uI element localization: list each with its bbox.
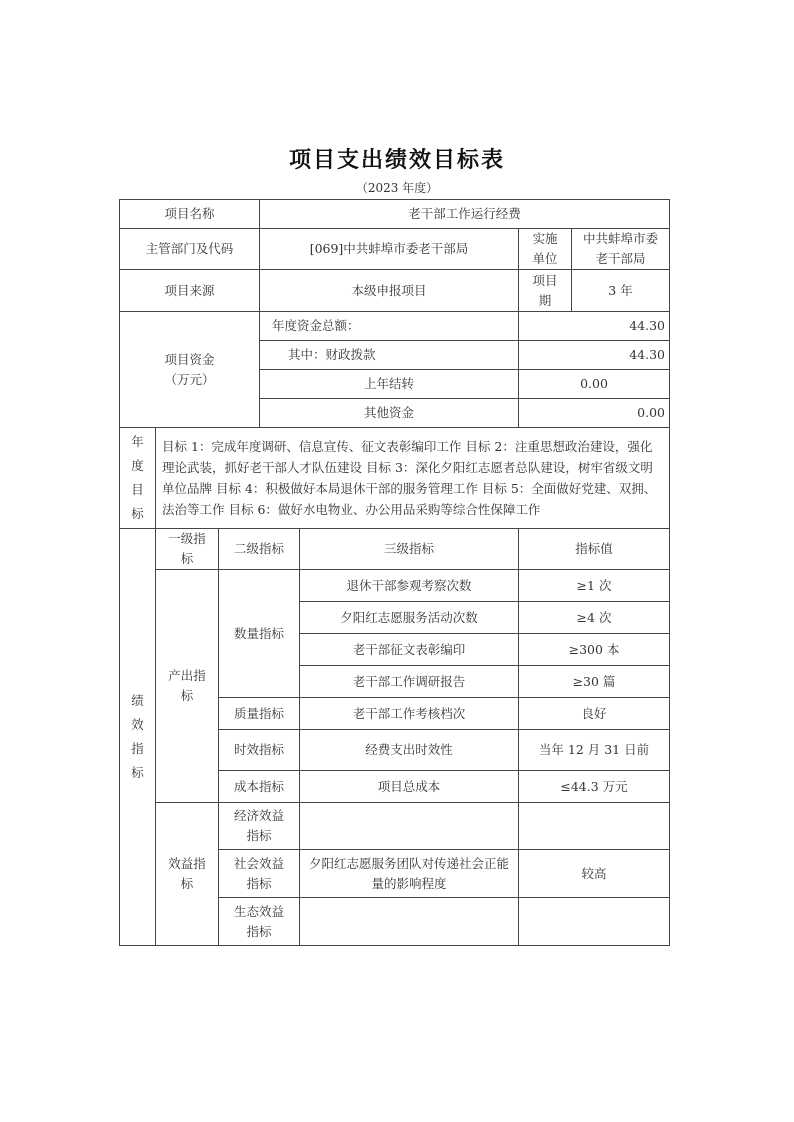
project-name-value: 老干部工作运行经费 — [260, 200, 670, 229]
indicator-row — [120, 570, 670, 602]
indicator-value: ≥4 次 — [519, 602, 670, 634]
indicator-name: 项目总成本 — [300, 771, 519, 803]
indicator-name: 经费支出时效性 — [300, 730, 519, 771]
funding-item-value: 0.00 — [519, 399, 670, 428]
project-name-label: 项目名称 — [120, 200, 260, 229]
department-value: [069]中共蚌埠市委老干部局 — [260, 229, 519, 270]
funding-item-value: 0.00 — [519, 370, 670, 399]
indicator-name: 老干部征文表彰编印 — [300, 634, 519, 666]
department-label: 主管部门及代码 — [120, 229, 260, 270]
indicator-value: ≤44.3 万元 — [519, 771, 670, 803]
indicator-name: 夕阳红志愿服务活动次数 — [300, 602, 519, 634]
row-funding-total — [120, 312, 670, 341]
annual-goal-text: 目标 1：完成年度调研、信息宣传、征文表彰编印工作 目标 2：注重思想政治建设，强化理论武装，抓好老干部人才队伍建设 目标 3：深化夕阳红志愿者总队建设，树牢省级文明单位品牌 目标 4：积极做好本局退休干部的服务管理工作 目标 5：全面做好党建、双拥、法治等工作 目标 6：做好水电物业、办公用品采购等综合性保障工作 — [156, 428, 670, 529]
timeliness-indicator-label: 时效指标 — [219, 730, 300, 771]
row-indicator-headers — [120, 529, 670, 570]
funding-label: 项目资金 — [164, 351, 215, 367]
indicator-value — [519, 898, 670, 946]
indicator-value: 良好 — [519, 698, 670, 730]
header-level3: 三级指标 — [300, 529, 519, 570]
benefit-indicator-label: 效益指标 — [156, 803, 219, 946]
indicator-value: 较高 — [519, 850, 670, 898]
project-source-label: 项目来源 — [120, 270, 260, 312]
funding-item-value: 44.30 — [519, 312, 670, 341]
header-level1: 一级指标 — [156, 529, 219, 570]
indicator-name: 老干部工作调研报告 — [300, 666, 519, 698]
row-project-name — [120, 200, 670, 229]
output-indicator-label: 产出指标 — [156, 570, 219, 803]
page-title: 项目支出绩效目标表 — [288, 148, 505, 173]
social-indicator-label: 社会效益指标 — [219, 850, 300, 898]
quality-indicator-label: 质量指标 — [219, 698, 300, 730]
project-source-value: 本级申报项目 — [260, 270, 519, 312]
performance-target-table — [119, 199, 670, 946]
indicator-value: ≥1 次 — [519, 570, 670, 602]
annual-goal-label: 年度目标 — [120, 428, 156, 529]
project-period-label: 项目期 — [519, 270, 572, 312]
indicator-value: ≥300 本 — [519, 634, 670, 666]
row-project-source — [120, 270, 670, 312]
implementing-unit-label: 实施单位 — [519, 229, 572, 270]
economic-indicator-label: 经济效益指标 — [219, 803, 300, 850]
row-department — [120, 229, 670, 270]
indicator-row — [120, 803, 670, 850]
header-level2: 二级指标 — [219, 529, 300, 570]
project-period-value: 3 年 — [572, 270, 670, 312]
funding-item-label: 上年结转 — [260, 370, 519, 399]
fiscal-year-subtitle: （2023 年度） — [355, 181, 439, 195]
indicator-name: 夕阳红志愿服务团队对传递社会正能量的影响程度 — [300, 850, 519, 898]
row-annual-goal — [120, 428, 670, 529]
funding-item-label: 其他资金 — [260, 399, 519, 428]
funding-item-label: 其中：财政拨款 — [260, 341, 519, 370]
indicator-value: 当年 12 月 31 日前 — [519, 730, 670, 771]
funding-unit: （万元） — [164, 371, 215, 387]
indicator-name: 退休干部参观考察次数 — [300, 570, 519, 602]
header-value: 指标值 — [519, 529, 670, 570]
funding-item-value: 44.30 — [519, 341, 670, 370]
indicator-value: ≥30 篇 — [519, 666, 670, 698]
indicator-name: 老干部工作考核档次 — [300, 698, 519, 730]
indicator-name — [300, 898, 519, 946]
funding-label-cell — [120, 312, 260, 428]
indicators-section-label: 绩效指标 — [120, 529, 156, 946]
ecological-indicator-label: 生态效益指标 — [219, 898, 300, 946]
funding-item-label: 年度资金总额： — [260, 312, 519, 341]
cost-indicator-label: 成本指标 — [219, 771, 300, 803]
implementing-unit-value: 中共蚌埠市委老干部局 — [572, 229, 670, 270]
indicator-value — [519, 803, 670, 850]
indicator-name — [300, 803, 519, 850]
quantity-indicator-label: 数量指标 — [219, 570, 300, 698]
